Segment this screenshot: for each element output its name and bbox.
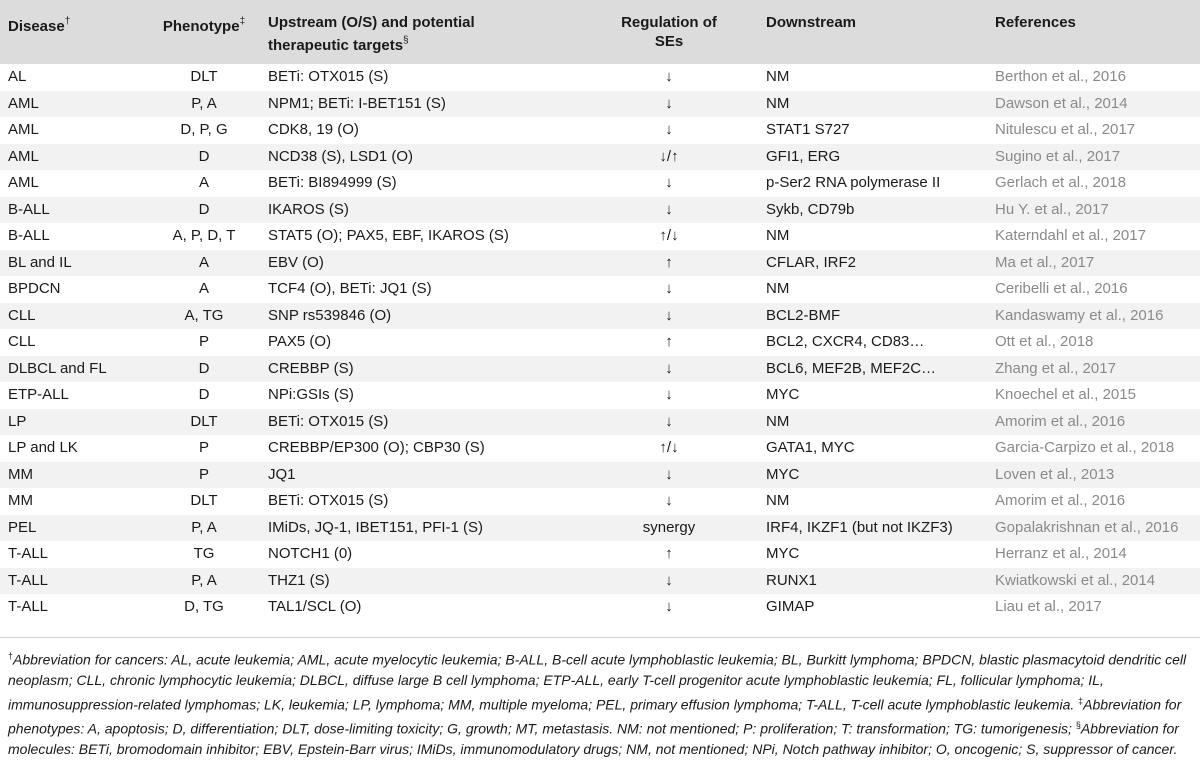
- cell-phenotype: P: [198, 465, 209, 483]
- cell-upstream: NPi:GSIs (S): [268, 386, 354, 404]
- cell-phenotype: A: [198, 280, 209, 298]
- cell-disease: AML: [8, 174, 39, 192]
- footnote-phenotypes: Abbreviation for phenotypes: A, apoptosis; D, differentiation; DLT, dose-limiting toxicity; G, growth; MT, metastasis. NM: not mentioned; P: proliferation; T: transformation; TG: tumorigenesis;: [8, 696, 1182, 737]
- cell-phenotype: A: [198, 174, 209, 192]
- cell-phenotype: P, A: [191, 571, 217, 589]
- cell-regulation: ↓: [665, 492, 673, 510]
- cell-reference[interactable]: Garcia-Carpizo et al., 2018: [995, 439, 1175, 457]
- table-footnote: [8, 646, 1194, 759]
- cell-phenotype: P, A: [191, 518, 217, 536]
- table-row: [0, 435, 1200, 462]
- cell-reference[interactable]: Ott et al., 2018: [995, 333, 1094, 351]
- cell-phenotype: P: [198, 439, 209, 457]
- cell-reference[interactable]: Dawson et al., 2014: [995, 94, 1128, 112]
- cell-regulation: ↑: [665, 333, 673, 351]
- cell-reference[interactable]: Zhang et al., 2017: [995, 359, 1116, 377]
- cell-phenotype: DLT: [190, 412, 218, 430]
- cell-disease: T-ALL: [8, 571, 49, 589]
- cell-disease: BPDCN: [8, 280, 61, 298]
- cell-reference[interactable]: Liau et al., 2017: [995, 598, 1102, 616]
- cell-disease: AML: [8, 121, 39, 139]
- cell-downstream: p-Ser2 RNA polymerase II: [766, 174, 941, 192]
- header-row: [0, 0, 1200, 64]
- cell-upstream: TAL1/SCL (O): [268, 598, 362, 616]
- cell-downstream: CFLAR, IRF2: [766, 253, 857, 271]
- cell-upstream: NCD38 (S), LSD1 (O): [268, 147, 414, 165]
- footnote-molecules: Abbreviation for molecules: BETi, bromodomain inhibitor; EBV, Epstein-Barr virus; IMiDs, immunomodulatory drugs; NM, not mentioned; NPi, Notch pathway inhibitor; O, oncogenic; S, suppressor of cancer.: [8, 720, 1179, 757]
- cell-reference[interactable]: Berthon et al., 2016: [995, 68, 1126, 86]
- cell-phenotype: DLT: [190, 68, 218, 86]
- cell-disease: ETP-ALL: [8, 386, 69, 404]
- cell-phenotype: A, TG: [184, 306, 224, 324]
- cell-regulation: ↓: [665, 200, 673, 218]
- cell-disease: MM: [8, 492, 33, 510]
- footnote-cancers: Abbreviation for cancers: AL, acute leukemia; AML, acute myelocytic leukemia; B-ALL, B-cell acute lymphoblastic leukemia; BL, Burkitt lymphoma; BPDCN, blastic plasmacytoid dendritic cell neoplasm; CLL, chronic lymphocytic leukemia; DLBCL, diffuse large B cell lymphoma; ETP-ALL, early T-cell progenitor acute lymphoblastic leukemia; FL, follicular lymphoma; IL, immunosuppression-related lymphomas; LK, leukemia; LP, lymphoma; MM, multiple myeloma; PEL, primary effusion lymphoma; T-ALL, T-cell acute lymphoblastic leukemia.: [8, 651, 1187, 713]
- cell-reference[interactable]: Hu Y. et al., 2017: [995, 200, 1109, 218]
- cell-regulation: ↓: [665, 571, 673, 589]
- cell-reference[interactable]: Kandaswamy et al., 2016: [995, 306, 1164, 324]
- cell-disease: AML: [8, 147, 39, 165]
- cell-regulation: ↓: [665, 598, 673, 616]
- cell-upstream: BETi: OTX015 (S): [268, 68, 389, 86]
- cell-regulation: ↑: [665, 253, 673, 271]
- cell-phenotype: D: [198, 359, 210, 377]
- cell-phenotype: D: [198, 200, 210, 218]
- table-row: [0, 197, 1200, 224]
- cell-phenotype: A, P, D, T: [172, 227, 236, 245]
- cell-upstream: PAX5 (O): [268, 333, 332, 351]
- cell-downstream: BCL6, MEF2B, MEF2C…: [766, 359, 937, 377]
- cell-upstream: TCF4 (O), BETi: JQ1 (S): [268, 280, 432, 298]
- cell-phenotype: D: [198, 147, 210, 165]
- cell-phenotype: P, A: [191, 94, 217, 112]
- cell-phenotype: D, P, G: [180, 121, 228, 139]
- cell-disease: B-ALL: [8, 227, 50, 245]
- cell-reference[interactable]: Loven et al., 2013: [995, 465, 1115, 483]
- cell-disease: AL: [8, 68, 27, 86]
- cell-reference[interactable]: Amorim et al., 2016: [995, 492, 1126, 510]
- cell-upstream: NPM1; BETi: I-BET151 (S): [268, 94, 446, 112]
- table-row: [0, 462, 1200, 489]
- cell-downstream: Sykb, CD79b: [766, 200, 855, 218]
- table-row: [0, 250, 1200, 277]
- cell-reference[interactable]: Gerlach et al., 2018: [995, 174, 1126, 192]
- cell-regulation: ↓: [665, 306, 673, 324]
- cell-disease: CLL: [8, 306, 36, 324]
- cell-downstream: NM: [766, 412, 790, 430]
- cell-regulation: ↑: [665, 545, 673, 563]
- cell-upstream: BETi: OTX015 (S): [268, 412, 389, 430]
- table-row: [0, 594, 1200, 621]
- cell-reference[interactable]: Ma et al., 2017: [995, 253, 1095, 271]
- table-body: [0, 64, 1200, 621]
- cell-downstream: STAT1 S727: [766, 121, 850, 139]
- table-row: [0, 64, 1200, 91]
- header-upstream: Upstream (O/S) and potential therapeutic targets§: [268, 14, 475, 54]
- cell-downstream: NM: [766, 492, 790, 510]
- footnote-mark-double-dagger: ‡: [1078, 695, 1084, 706]
- cell-phenotype: A: [198, 253, 209, 271]
- cell-downstream: IRF4, IKZF1 (but not IKZF3): [766, 518, 953, 536]
- cell-regulation: ↓: [665, 174, 673, 192]
- cell-reference[interactable]: Amorim et al., 2016: [995, 412, 1126, 430]
- cell-downstream: NM: [766, 280, 790, 298]
- cell-regulation: ↓: [665, 386, 673, 404]
- cell-disease: BL and IL: [8, 253, 72, 271]
- table-row: [0, 409, 1200, 436]
- cell-downstream: MYC: [766, 465, 800, 483]
- table-row: [0, 541, 1200, 568]
- footnote-mark-section: §: [1075, 719, 1081, 730]
- cell-downstream: RUNX1: [766, 571, 817, 589]
- table-row: [0, 91, 1200, 118]
- cell-reference[interactable]: Katerndahl et al., 2017: [995, 227, 1146, 245]
- table-row: [0, 223, 1200, 250]
- table-row: [0, 515, 1200, 542]
- cell-regulation: ↑/↓: [659, 227, 679, 245]
- cell-upstream: THZ1 (S): [268, 571, 330, 589]
- cell-regulation: ↓: [665, 465, 673, 483]
- cell-upstream: STAT5 (O); PAX5, EBF, IKAROS (S): [268, 227, 509, 245]
- cell-upstream: SNP rs539846 (O): [268, 306, 392, 324]
- cell-disease: MM: [8, 465, 33, 483]
- cell-downstream: MYC: [766, 545, 800, 563]
- cell-phenotype: P: [198, 333, 209, 351]
- cell-regulation: ↓: [665, 412, 673, 430]
- cell-upstream: CREBBP (S): [268, 359, 354, 377]
- cell-regulation: ↓/↑: [659, 147, 679, 165]
- cell-downstream: BCL2, CXCR4, CD83…: [766, 333, 925, 351]
- cell-disease: AML: [8, 94, 39, 112]
- table-row: [0, 356, 1200, 383]
- cell-regulation: ↓: [665, 94, 673, 112]
- cell-regulation: ↓: [665, 280, 673, 298]
- table-row: [0, 144, 1200, 171]
- cell-reference[interactable]: Gopalakrishnan et al., 2016: [995, 518, 1179, 536]
- table-row: [0, 117, 1200, 144]
- cell-downstream: NM: [766, 68, 790, 86]
- cell-reference[interactable]: Knoechel et al., 2015: [995, 386, 1136, 404]
- table-row: [0, 382, 1200, 409]
- cell-downstream: GATA1, MYC: [766, 439, 855, 457]
- table-row: [0, 329, 1200, 356]
- cell-disease: T-ALL: [8, 598, 49, 616]
- cell-downstream: GFI1, ERG: [766, 147, 841, 165]
- cell-upstream: JQ1: [268, 465, 296, 483]
- header-references: References: [995, 14, 1076, 31]
- cell-disease: B-ALL: [8, 200, 50, 218]
- cell-disease: DLBCL and FL: [8, 359, 107, 377]
- cell-disease: LP: [8, 412, 27, 430]
- cell-upstream: CREBBP/EP300 (O); CBP30 (S): [268, 439, 485, 457]
- cell-reference[interactable]: Sugino et al., 2017: [995, 147, 1121, 165]
- cell-downstream: GIMAP: [766, 598, 815, 616]
- cell-upstream: IMiDs, JQ-1, IBET151, PFI-1 (S): [268, 518, 484, 536]
- cell-regulation: ↓: [665, 121, 673, 139]
- cell-upstream: CDK8, 19 (O): [268, 121, 359, 139]
- cell-upstream: BETi: OTX015 (S): [268, 492, 389, 510]
- cell-reference[interactable]: Herranz et al., 2014: [995, 545, 1127, 563]
- footnote-mark-dagger: †: [8, 651, 14, 661]
- table-row: [0, 303, 1200, 330]
- cell-upstream: BETi: BI894999 (S): [268, 174, 397, 192]
- table-divider: [0, 637, 1200, 638]
- cell-regulation: ↓: [665, 359, 673, 377]
- header-downstream: Downstream: [766, 14, 857, 31]
- cell-reference[interactable]: Kwiatkowski et al., 2014: [995, 571, 1156, 589]
- cell-phenotype: TG: [193, 545, 215, 563]
- cell-downstream: NM: [766, 227, 790, 245]
- cell-downstream: MYC: [766, 386, 800, 404]
- cell-phenotype: D, TG: [184, 598, 224, 616]
- cell-downstream: BCL2-BMF: [766, 306, 841, 324]
- cell-disease: T-ALL: [8, 545, 49, 563]
- cell-downstream: NM: [766, 94, 790, 112]
- cell-disease: LP and LK: [8, 439, 78, 457]
- cell-upstream: EBV (O): [268, 253, 324, 271]
- cell-disease: PEL: [8, 518, 37, 536]
- header-regulation: Regulation of SEs: [621, 14, 717, 50]
- cell-regulation: ↑/↓: [659, 439, 679, 457]
- header-disease: Disease†: [8, 16, 71, 35]
- cell-reference[interactable]: Ceribelli et al., 2016: [995, 280, 1128, 298]
- cell-upstream: IKAROS (S): [268, 200, 349, 218]
- table-row: [0, 488, 1200, 515]
- cell-phenotype: D: [198, 386, 210, 404]
- cell-reference[interactable]: Nitulescu et al., 2017: [995, 121, 1136, 139]
- header-phenotype: Phenotype‡: [162, 16, 246, 35]
- table-row: [0, 170, 1200, 197]
- cell-phenotype: DLT: [190, 492, 218, 510]
- cell-upstream: NOTCH1 (0): [268, 545, 353, 563]
- table-row: [0, 276, 1200, 303]
- cell-regulation: ↓: [665, 68, 673, 86]
- cell-disease: CLL: [8, 333, 36, 351]
- table-row: [0, 568, 1200, 595]
- cell-regulation: synergy: [642, 518, 696, 536]
